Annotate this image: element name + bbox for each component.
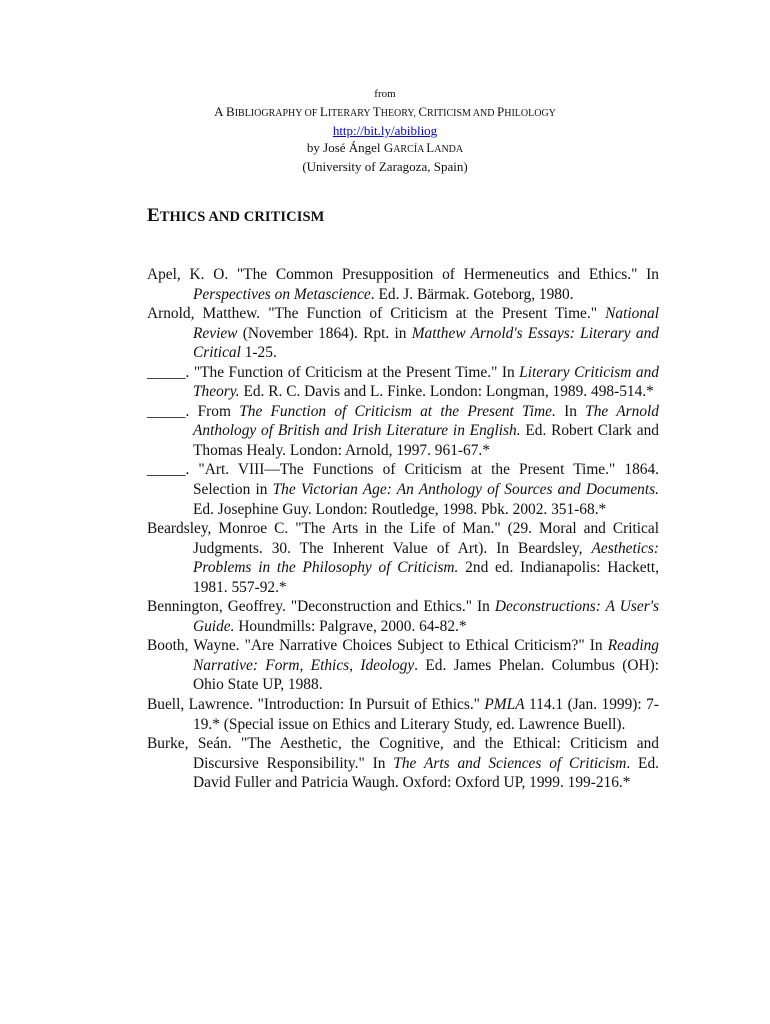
- document-header: [0, 86, 770, 175]
- entry-text: _____. "The Function of Criticism at the Present Time." In: [147, 363, 520, 381]
- bibliography-entry: [147, 695, 659, 734]
- entry-title-italic: Literary Criticism and Theory.: [193, 363, 659, 401]
- bibliography-entry: [147, 363, 659, 402]
- entry-text: Ed. R. C. Davis and L. Finke. London: Longman, 1989. 498-514.*: [239, 383, 654, 401]
- title-part: P: [497, 104, 505, 119]
- bibliography-entry: [147, 460, 659, 519]
- entry-text: 2nd ed. Indianapolis: Hackett, 1981. 557-92.*: [193, 559, 659, 596]
- from-label: from: [374, 88, 396, 100]
- bibliography-entry: [147, 597, 659, 636]
- entry-title-italic: PMLA: [484, 696, 525, 714]
- entry-text: Apel, K. O. "The Common Presupposition of Hermeneutics and Ethics." In: [147, 266, 659, 283]
- section-heading: [147, 205, 324, 227]
- heading-initial: E: [147, 205, 160, 226]
- heading-rest: THICS AND CRITICISM: [159, 209, 325, 225]
- entry-title-italic: Deconstructions: A User's Guide.: [193, 598, 659, 635]
- author-affiliation: (University of Zaragoza, Spain): [302, 159, 468, 174]
- entry-text: 1-25.: [240, 344, 277, 362]
- entry-text: Ed. Josephine Guy. London: Routledge, 1998. Pbk. 2002. 351-68.*: [193, 500, 607, 518]
- bibliography-entry: [147, 402, 659, 461]
- bibliography-entry: [147, 734, 659, 793]
- byline-prefix: by José Ángel: [306, 140, 384, 155]
- bibliography-title: [0, 103, 770, 122]
- title-part: A B: [214, 104, 235, 119]
- entry-text: . Ed. James Phelan. Columbus (OH): Ohio State UP, 1988.: [193, 656, 659, 694]
- entry-title-italic: The Victorian Age: An Anthology of Sources and Documents.: [272, 481, 659, 499]
- title-part: IBLIOGRAPHY OF: [234, 108, 320, 119]
- title-part: HILOLOGY: [504, 108, 556, 119]
- author-byline: [0, 139, 770, 158]
- bibliography-link[interactable]: http://bit.ly/abibliog: [332, 123, 438, 138]
- entry-text: _____. "Art. VIII—The Functions of Criticism at the Present Time." 1864. Selection in: [147, 461, 659, 499]
- bibliography-entry: [147, 519, 659, 597]
- title-part: RITICISM AND: [427, 108, 498, 119]
- bibliography-entry: [147, 304, 659, 363]
- title-part: HEORY,: [380, 108, 419, 119]
- entry-text: 114.1 (Jan. 1999): 7-19.* (Special issue on Ethics and Literary Study, ed. Lawrence Buell).: [193, 696, 659, 733]
- entry-text: (November 1864). Rpt. in: [237, 324, 412, 342]
- entry-text: Booth, Wayne. "Are Narrative Choices Subject to Ethical Criticism?" In: [147, 637, 608, 655]
- entry-title-italic: National Review: [193, 305, 659, 342]
- author-part: ANDA: [434, 144, 464, 155]
- bibliography-entry: [147, 636, 659, 695]
- bibliography-entries: [147, 265, 659, 793]
- title-part: T: [372, 104, 381, 119]
- entry-text: Burke, Seán. "The Aesthetic, the Cognitive, and the Ethical: Criticism and Discursive Responsibility." In: [147, 735, 659, 772]
- entry-title-italic: Aesthetics: Problems in the Philosophy of Criticism.: [193, 539, 659, 577]
- entry-text: . Ed. J. Bärmak. Goteborg, 1980.: [370, 285, 574, 303]
- entry-title-italic: The Arnold Anthology of British and Irish Literature in English.: [193, 402, 659, 440]
- title-part: C: [418, 104, 427, 119]
- entry-text: In: [555, 402, 586, 420]
- entry-title-italic: Reading Narrative: Form, Ethics, Ideology: [193, 637, 659, 674]
- entry-title-italic: The Function of Criticism at the Present Time.: [239, 402, 556, 420]
- author-part: ARCÍA: [393, 144, 427, 155]
- entry-text: Beardsley, Monroe C. "The Arts in the Life of Man." (29. Moral and Critical Judgments. 30. The Inherent Value of Art). In Beardsley,: [147, 520, 659, 557]
- entry-text: _____. From: [147, 402, 240, 420]
- entry-title-italic: Matthew Arnold's Essays: Literary and Critical: [193, 324, 659, 362]
- entry-text: . Ed. David Fuller and Patricia Waugh. Oxford: Oxford UP, 1999. 199-216.*: [193, 754, 660, 792]
- bibliography-entry: [147, 265, 659, 304]
- entry-text: Buell, Lawrence. "Introduction: In Pursuit of Ethics.": [147, 696, 485, 714]
- entry-text: Houndmills: Palgrave, 2000. 64-82.*: [234, 617, 467, 635]
- entry-text: Ed. Robert Clark and Thomas Healy. London: Arnold, 1997. 961-67.*: [193, 422, 659, 459]
- title-part: L: [319, 104, 328, 119]
- entry-title-italic: The Arts and Sciences of Criticism: [393, 754, 627, 772]
- title-part: ITERARY: [327, 108, 373, 119]
- entry-title-italic: Perspectives on Metascience: [193, 285, 371, 303]
- author-part: L: [426, 140, 435, 155]
- entry-text: Bennington, Geoffrey. "Deconstruction and Ethics." In: [147, 598, 495, 616]
- author-part: G: [383, 140, 394, 155]
- entry-text: Arnold, Matthew. "The Function of Criticism at the Present Time.": [147, 305, 606, 323]
